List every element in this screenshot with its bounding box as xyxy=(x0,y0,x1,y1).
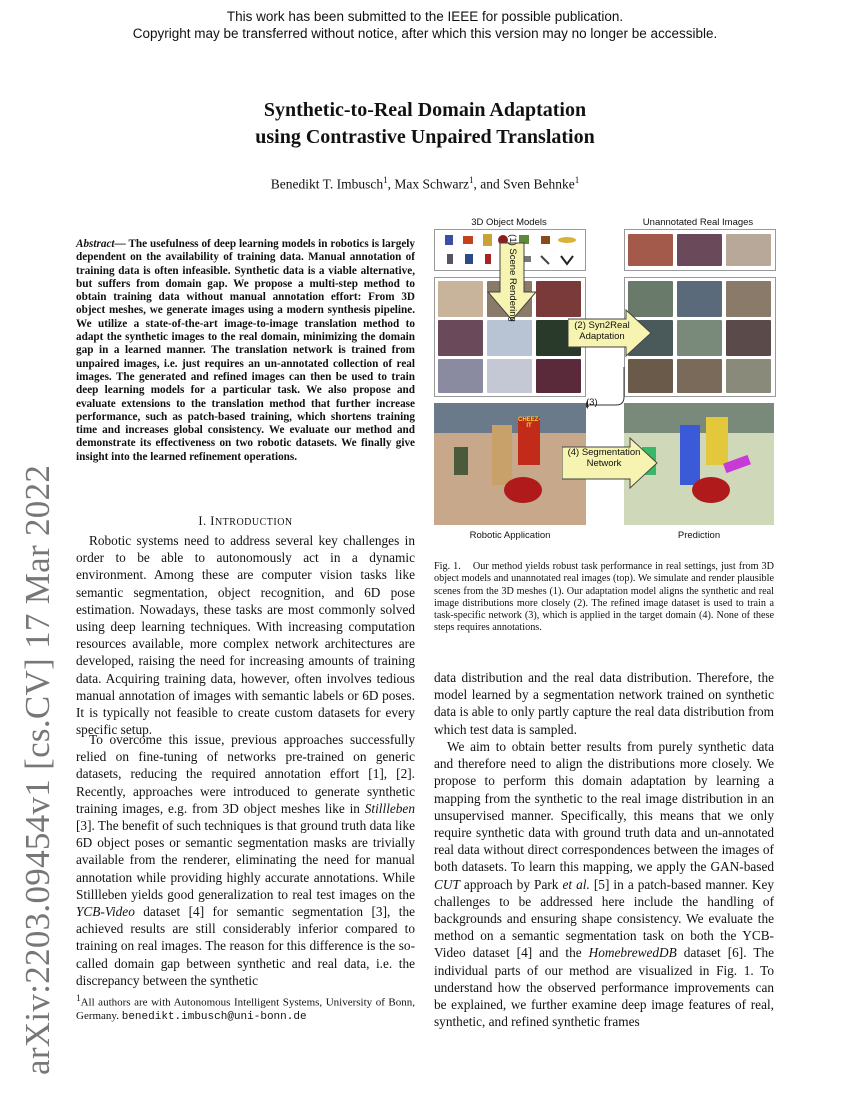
author-list xyxy=(0,175,850,193)
text-run: dataset [6]. The individual parts of our method are visualized in Fig. 1. To understand how the observed performance improvements can be explained, we further examine deep image features of real, synthetic, and refined synthetic frames xyxy=(434,945,775,1030)
section-initial: I xyxy=(210,514,215,528)
abstract-dash: — xyxy=(114,238,129,250)
synthetic-image-thumbnail xyxy=(487,359,532,393)
synthetic-image-thumbnail xyxy=(438,281,483,317)
italic-term: et al. xyxy=(562,876,590,892)
cereal-box-text: CHEEZ-IT xyxy=(518,417,540,465)
footnote-text: All authors are with Autonomous Intelligent Systems, University of Bonn, Germany. xyxy=(76,996,415,1023)
label-prediction: Prediction xyxy=(677,530,721,541)
synthetic-image-thumbnail xyxy=(438,359,483,393)
paragraph-text xyxy=(76,731,415,989)
author-separator: , and xyxy=(473,176,504,192)
syn2real-adaptation-label: (2) Syn2Real Adaptation xyxy=(574,320,630,342)
arxiv-identifier: arXiv:2203.09454v1 [cs.CV] 17 Mar 2022 xyxy=(18,464,57,1075)
synthetic-image-thumbnail xyxy=(536,359,581,393)
affiliation-mark: 1 xyxy=(468,175,474,185)
caption-text: Our method yields robust task performance in real settings, just from 3D object models and unannotated real images (top). We simulate and render plausible scenes from the 3D meshes (1). Our adaptation model aligns the synthetic and real image distributions more closely (2). The refined image dataset is used to train a task-specific network (3), which is applied in the target domain (4). None of these steps requires annotations. xyxy=(434,561,774,634)
refined-image-thumbnail xyxy=(677,320,722,356)
affiliation-footnote xyxy=(76,992,415,1025)
synthetic-image-thumbnail xyxy=(487,320,532,356)
title-line-2: using Contrastive Unpaired Translation xyxy=(255,126,595,148)
text-run: We aim to obtain better results from purely synthetic data and therefore need to align the distributions more closely. We propose to perform this domain adaptation by learning a mapping from the synthetic to the real image distribution in an unsupervised manner. Specifically, this means that we only require synthetic data with ground truth data and un-annotated real data without direct correspondences between the images of both datasets. To learn this mapping, we apply the GAN-based xyxy=(434,739,774,875)
refined-image-thumbnail xyxy=(726,320,771,356)
real-images-panel xyxy=(624,229,776,271)
training-step-label: (3) xyxy=(586,397,598,408)
right-paragraph-1 xyxy=(434,669,774,738)
footnote-mark: 1 xyxy=(76,993,81,1003)
text-run: To overcome this issue, previous approaches successfully relied on fine-tuning of networks pre-trained on generic datasets, reducing the required annotation effort [1], [2]. Recently, approaches were introduced to generate synthetic training images, e.g. from 3D object meshes like in xyxy=(76,732,415,816)
author-name: Max Schwarz xyxy=(394,176,469,192)
text-run: approach by Park xyxy=(459,876,563,892)
author-name: Benedikt T. Imbusch xyxy=(270,176,384,192)
section-numeral: I. xyxy=(198,514,211,528)
title-line-1: Synthetic-to-Real Domain Adaptation xyxy=(263,99,587,121)
segmentation-network-label: (4) Segmentation Network xyxy=(567,447,641,469)
text-run: [5] in a patch-based manner. Key challenges to be addressed here include the handling of backgrounds and ensuring shape consistency. We evaluate the method on a semantic segmentation task on both the YCB-Video dataset [4] and the xyxy=(434,876,774,961)
label-3d-object-models: 3D Object Models xyxy=(471,217,547,228)
submission-notice xyxy=(0,8,850,42)
refined-image-thumbnail xyxy=(726,359,771,393)
paragraph-text: Robotic systems need to address several key challenges in order to be able to autonomously act in a dynamic environment. Among these are computer vision tasks like semantic segmentation, object recognition, and 6D pose estimation. Nowadays, these tasks are most commonly solved using deep learning techniques. With increasing computation resources available, more complex network architectures are developed, raising the need for increasing amounts of training data. Acquiring training data, however, often involves tedious manual annotation of images with semantic labels or 6D poses. It is typically not feasible to create custom datasets for every specific setup. xyxy=(76,533,415,738)
real-image-thumbnail xyxy=(726,234,771,266)
label-unannotated-real-images: Unannotated Real Images xyxy=(642,217,754,228)
author-separator: , xyxy=(387,176,395,192)
real-image-thumbnail xyxy=(677,234,722,266)
paragraph-text: data distribution and the real data distribution. Therefore, the model learned by a segmentation network trained on synthetic data is able to only partly capture the real data distribution from which test data is sampled. xyxy=(434,670,774,737)
abstract-text: The usefulness of deep learning models in robotics is largely dependent on the availability of training data. Manual annotation of training data is often infeasible. Synthetic data is a viable alternative, but suffers from domain gap. We propose a multi-step method to obtain training data without manual annotation effort: From 3D object meshes, we generate images using a modern synthesis pipeline. We utilize a state-of-the-art image-to-image translation method to adapt the synthetic images to the real domain, minimizing the domain gap in a learned manner. The translation network is trained from unpaired images, i.e. just requires an un-annotated collection of real images. The generated and refined images can then be used to train deep learning models for a particular task. We also propose and evaluate extensions to the translation method that further increase performance, such as patch-based training, which shortens training time and increases global consistency. We evaluate our method and demonstrate its effectiveness on two robotic datasets. We finally give insight into the learned refinement operations. xyxy=(76,238,415,463)
text-run: [3]. The benefit of such techniques is that ground truth data like 6D object poses or semantic segmentation masks are trivially available from the renderer, eliminating the need for manual annotation while providing highly accurate annotations. While Stillleben yields good generalization to real test images on the xyxy=(76,818,415,902)
notice-line-1: This work has been submitted to the IEEE for possible publication. xyxy=(226,9,624,24)
italic-term: Stillleben xyxy=(364,800,415,816)
scene-rendering-label: (1) Scene Rendering xyxy=(507,234,519,322)
synthetic-image-thumbnail xyxy=(438,320,483,356)
refined-image-thumbnail xyxy=(726,281,771,317)
figure-caption xyxy=(434,561,774,635)
caption-label: Fig. 1. xyxy=(434,561,461,572)
right-paragraph-2 xyxy=(434,738,774,1030)
italic-term: HomebrewedDB xyxy=(588,945,677,961)
affiliation-mark: 1 xyxy=(574,175,580,185)
italic-term: YCB-Video xyxy=(76,904,135,920)
intro-paragraph-1 xyxy=(76,532,415,738)
section-rest: NTRODUCTION xyxy=(214,517,293,528)
notice-line-2: Copyright may be transferred without notice, after which this version may no longer be accessible. xyxy=(132,26,718,41)
figure-1 xyxy=(434,217,774,547)
italic-term: CUT xyxy=(434,876,460,892)
author-name: Sven Behnke xyxy=(503,176,575,192)
refined-image-thumbnail xyxy=(677,359,722,393)
abstract-label: Abstract xyxy=(76,238,115,250)
real-image-thumbnail xyxy=(628,234,673,266)
intro-paragraph-2 xyxy=(76,731,415,989)
text-run: dataset [4] for semantic segmentation [3], the achieved results are still considerably inferior compared to training on real images. The reason for this difference is the so-called domain gap between synthetic and real data, i.e. the discrepancy between the synthetic xyxy=(76,904,415,988)
abstract xyxy=(76,238,415,464)
affiliation-mark: 1 xyxy=(383,175,388,185)
refined-image-thumbnail xyxy=(677,281,722,317)
paragraph-text xyxy=(434,738,774,1030)
label-robotic-application: Robotic Application xyxy=(469,530,551,541)
section-heading-introduction xyxy=(76,514,415,529)
email-link[interactable]: benedikt.imbusch@uni-bonn.de xyxy=(121,1011,307,1024)
paper-title xyxy=(0,97,850,151)
